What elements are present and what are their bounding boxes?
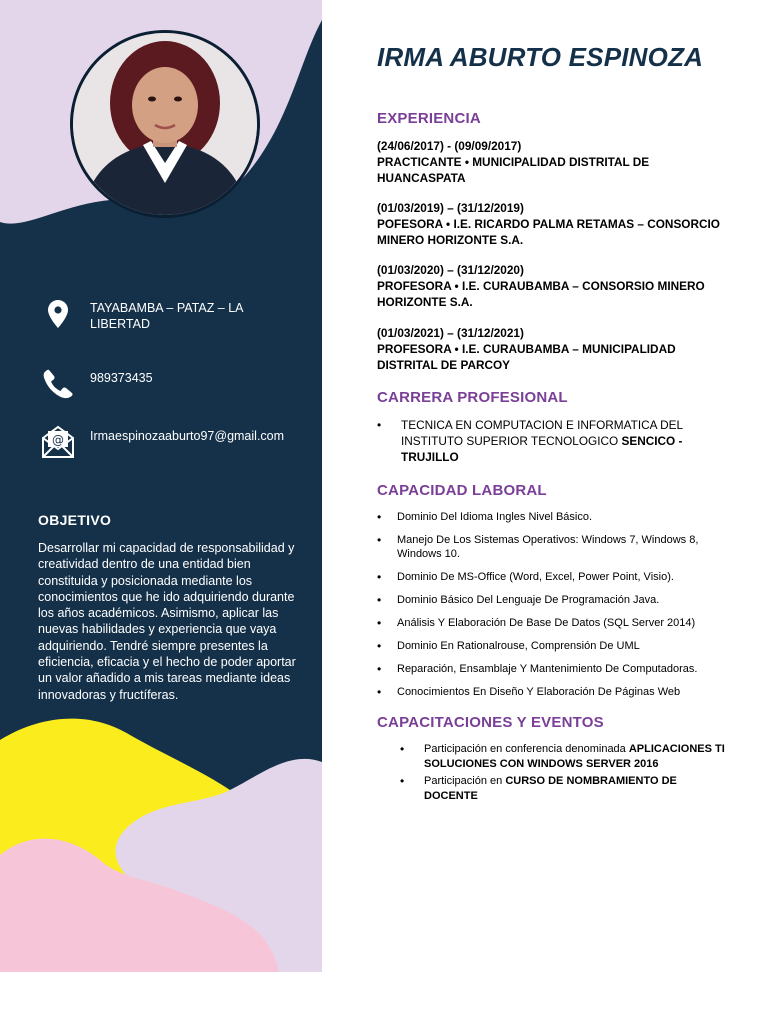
sidebar [0, 0, 322, 972]
phone-icon [42, 368, 74, 400]
person-name: IRMA ABURTO ESPINOZA [377, 42, 704, 72]
list-item: • Reparación, Ensamblaje Y Mantenimiento De Computadoras. [377, 662, 737, 676]
objective-title: OBJETIVO [38, 512, 112, 528]
list-item: • Análisis Y Elaboración De Base De Datos (SQL Server 2014) [377, 616, 737, 630]
capacity-list [377, 510, 737, 699]
list-item: • Conocimientos En Diseño Y Elaboración De Páginas Web [377, 685, 737, 699]
list-item [400, 774, 730, 804]
events-list [400, 742, 730, 806]
career-text-plain: TECNICA EN COMPUTACION E INFORMATICA DEL INSTITUTO SUPERIOR TECNOLOGICO [401, 418, 683, 448]
experience-dates: (01/03/2021) – (31/12/2021) [377, 326, 524, 340]
section-title-experience: EXPERIENCIA [377, 110, 481, 127]
experience-role: PROFESORA • I.E. CURAUBAMBA – MUNICIPALIDAD DISTRITAL DE PARCOY [377, 342, 676, 372]
section-title-capacity: CAPACIDAD LABORAL [377, 482, 547, 499]
experience-dates: (01/03/2019) – (31/12/2019) [377, 201, 524, 215]
experience-role: PRACTICANTE • MUNICIPALIDAD DISTRITAL DE HUANCASPATA [377, 155, 650, 185]
list-item: • Manejo De Los Sistemas Operativos: Windows 7, Windows 8, Windows 10. [377, 533, 737, 561]
svg-text:@: @ [52, 433, 64, 447]
event-text-bold: CURSO DE NOMBRAMIENTO DE DOCENTE [424, 775, 677, 802]
list-item: • Dominio Del Idioma Ingles Nivel Básico. [377, 510, 737, 524]
career-text-bold: SENCICO - TRUJILLO [401, 434, 683, 464]
section-title-career: CARRERA PROFESIONAL [377, 389, 568, 406]
location-pin-icon [48, 300, 68, 328]
experience-role: PROFESORA • I.E. CURAUBAMBA – CONSORSIO MINERO HORIZONTE S.A. [377, 279, 705, 309]
contact-email[interactable]: Irmaespinozaaburto97@gmail.com [90, 429, 285, 443]
section-title-events: CAPACITACIONES Y EVENTOS [377, 714, 604, 731]
list-item: • Dominio Básico Del Lenguaje De Programación Java. [377, 593, 737, 607]
experience-role: POFESORA • I.E. RICARDO PALMA RETAMAS – CONSORCIO MINERO HORIZONTE S.A. [377, 217, 720, 247]
contact-address: TAYABAMBA – PATAZ – LA LIBERTAD [90, 301, 243, 331]
list-item: • Dominio En Rationalrouse, Comprensión De UML [377, 639, 737, 653]
contact-phone: 989373435 [90, 371, 153, 385]
profile-photo [70, 30, 260, 218]
list-item [400, 742, 730, 772]
experience-item [377, 138, 737, 186]
experience-item [377, 262, 737, 310]
career-item [377, 417, 737, 465]
experience-dates: (24/06/2017) - (09/09/2017) [377, 139, 522, 153]
experience-dates: (01/03/2020) – (31/12/2020) [377, 263, 524, 277]
career-text [401, 417, 737, 465]
experience-item [377, 200, 737, 248]
list-item: • Dominio De MS-Office (Word, Excel, Power Point, Visio). [377, 570, 737, 584]
event-text-plain: Participación en [424, 775, 506, 787]
email-icon [41, 424, 75, 458]
bullet-icon: • [377, 418, 382, 432]
event-text-bold: APLICACIONES TI SOLUCIONES CON WINDOWS SERVER 2016 [424, 743, 725, 770]
objective-text: Desarrollar mi capacidad de responsabilidad y creatividad dentro de una entidad bien constituida y posicionada mediante los conocimientos que he ido adquiriendo durante los años académicos. Asimismo, aplicar las nuevas habilidades y experiencia que vaya adquiriendo. Tendré siempre presentes la eficiencia, eficacia y el hecho de poder aportar un valor añadido a mis tareas mediante ideas innovadoras y fructíferas. [38, 541, 296, 702]
experience-item [377, 325, 737, 373]
event-text-plain: Participación en conferencia denominada [424, 743, 629, 755]
